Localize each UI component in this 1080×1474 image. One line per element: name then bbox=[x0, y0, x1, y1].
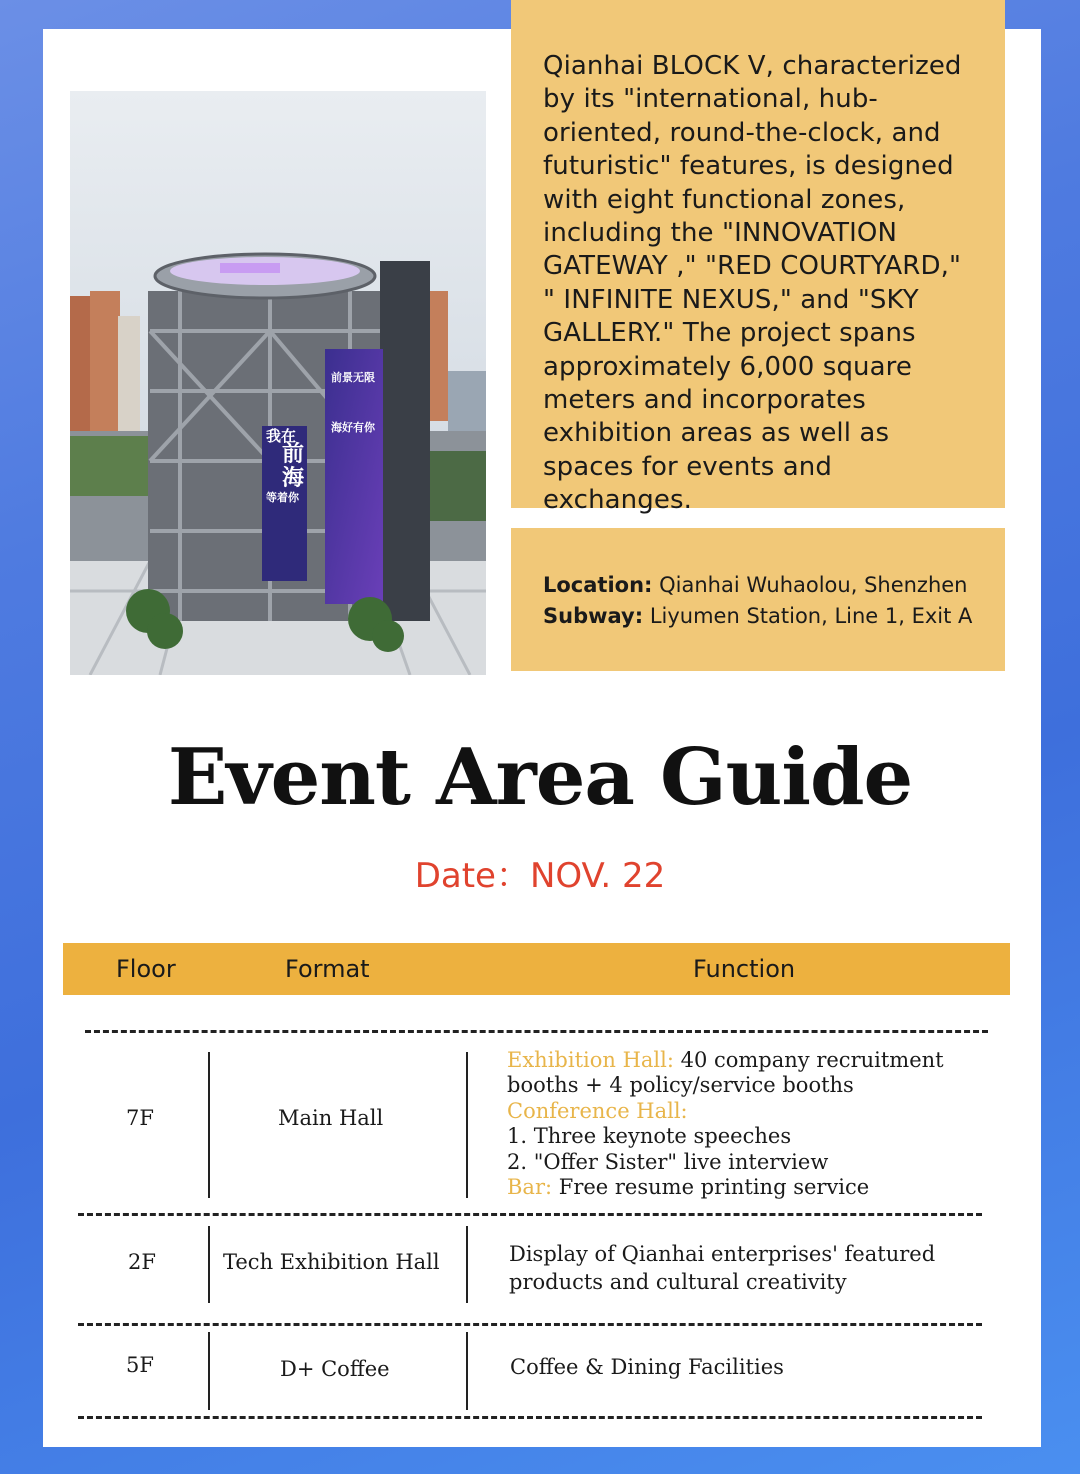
banner-line-3: 海 bbox=[282, 466, 305, 491]
function-line: products and cultural creativity bbox=[509, 1270, 847, 1294]
row-7f-function bbox=[507, 1048, 977, 1200]
banner-line-4: 等着你 bbox=[266, 491, 299, 504]
function-line bbox=[507, 1073, 977, 1098]
function-highlight: Conference Hall: bbox=[507, 1098, 688, 1123]
page-title: Event Area Guide bbox=[167, 732, 913, 823]
function-text: 40 company recruitment bbox=[673, 1048, 944, 1072]
subway-value: Liyumen Station, Line 1, Exit A bbox=[649, 604, 973, 628]
location-box bbox=[511, 528, 1005, 671]
function-line bbox=[507, 1124, 977, 1149]
table-header bbox=[63, 943, 1010, 995]
row-divider bbox=[85, 1030, 988, 1033]
column-divider bbox=[208, 1052, 210, 1198]
row-2f-floor: 2F bbox=[128, 1250, 156, 1274]
function-highlight: Exhibition Hall: bbox=[507, 1048, 674, 1072]
column-divider bbox=[466, 1332, 468, 1410]
row-divider bbox=[78, 1213, 982, 1216]
banner-line-1: 我在 bbox=[266, 427, 297, 445]
row-7f-format: Main Hall bbox=[278, 1106, 384, 1130]
row-2f-format: Tech Exhibition Hall bbox=[223, 1250, 440, 1274]
project-description: Qianhai BLOCK V, characterized by its "international, hub-oriented, round-the-clock, and futuristic" features, is designed with eight functional zones, including the "INNOVATION GATEWAY ," "RED COURTYARD," " INFINITE NEXUS," and "SKY GALLERY." The project spans approximately 6,000 square meters and incorporates exhibition areas as well as spaces for events and exchanges. bbox=[511, 0, 1005, 508]
event-date: Date：NOV. 22 bbox=[414, 856, 666, 896]
location-label: Location: bbox=[543, 573, 653, 597]
column-divider bbox=[466, 1052, 468, 1198]
row-5f-format: D+ Coffee bbox=[280, 1357, 390, 1381]
location-line bbox=[543, 570, 1005, 601]
function-text: 1. Three keynote speeches bbox=[507, 1124, 792, 1149]
function-line bbox=[507, 1175, 977, 1200]
banner-line-2: 前 bbox=[282, 442, 305, 467]
building-photo bbox=[70, 91, 486, 675]
row-5f-function: Coffee & Dining Facilities bbox=[510, 1355, 784, 1379]
row-5f-floor: 5F bbox=[126, 1353, 154, 1377]
row-2f-function bbox=[509, 1240, 979, 1296]
banner-right-2: 海好有你 bbox=[331, 421, 375, 434]
function-line bbox=[507, 1048, 977, 1073]
function-text: 2. "Offer Sister" live interview bbox=[507, 1149, 829, 1174]
banner-right-1: 前景无限 bbox=[331, 371, 375, 384]
function-text: Free resume printing service bbox=[552, 1175, 870, 1200]
function-text: booths + 4 policy/service booths bbox=[507, 1073, 854, 1098]
function-line bbox=[507, 1150, 977, 1175]
location-value: Qianhai Wuhaolou, Shenzhen bbox=[659, 573, 968, 597]
function-highlight: Bar: bbox=[507, 1175, 553, 1200]
row-7f-floor: 7F bbox=[126, 1106, 154, 1130]
column-divider bbox=[208, 1332, 210, 1410]
subway-label: Subway: bbox=[543, 604, 644, 628]
subway-line bbox=[543, 601, 1005, 632]
header-function: Function bbox=[693, 955, 796, 983]
function-line bbox=[507, 1099, 977, 1124]
column-divider bbox=[208, 1226, 210, 1303]
header-floor: Floor bbox=[116, 955, 176, 983]
row-divider bbox=[78, 1416, 982, 1419]
function-line: Display of Qianhai enterprises' featured bbox=[509, 1242, 936, 1266]
header-format: Format bbox=[285, 955, 370, 983]
row-divider bbox=[78, 1323, 982, 1326]
column-divider bbox=[466, 1226, 468, 1303]
